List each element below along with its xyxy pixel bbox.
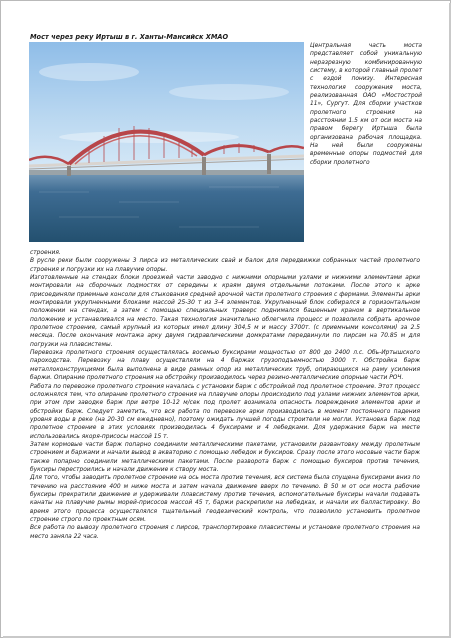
paragraph: Вся работа по вывозу пролетного строения с пирсов, транспортировке плавсистемы и установке пролетного строения на место заняла 22 часа.	[30, 525, 420, 540]
bridge-photo	[29, 42, 304, 242]
paragraph: Работа по перевозке пролетного строения началась с установки барж с обстройкой под пролетное строение. Этот процесс осложнялся тем, что опирание пролетного строения на плавучие опоры происходило под узлами нижних элементов арки, при этом при заводке барж при ветре 10-12 м/сек под пролет возникала опасность повреждения элементов арки и обстройки барж. Следует заметить, что вся работа по перевозке арки производилась в момент постоянного падения уровня воды в реке (на 20-30 см ежедневно), поэтому ожидать лучшей погоды строители не могли. Установка барж под пролетное строение в этих условиях производилась 4 буксирами и 4 лебедками. Для удержания барж на месте использовались якоря-присосы массой 15 т.	[30, 383, 420, 440]
paragraph: Перевозка пролетного строения осуществлялась восемью буксирами мощностью от 800 до 2400 л.с. Обь-Иртышского пароходства. Перевозку на плаву осуществляли на 4 баржах грузоподъемностью 3000 т. Обстройка барж металлоконструкциями была выполнена в виде рамных опор из металлических труб, опирающихся на раму усиления баржи. Опирание пролетного строения на обстройку производилось через резино-металлические опорные части РОЧ.	[30, 350, 420, 382]
body-text	[30, 249, 420, 541]
paragraph: Затем кормовые части барж попарно соединили металлическими пакетами, установили развантовку между пролетным строением и баржами и начали вывод в акваторию с помощью лебедок и буксиров. Сразу после этого носовые части барж также попарно соединили металлическими пакетами. После разворота барж с помощью буксиров против течения, буксиры перестроились и начали движение к створу моста.	[30, 441, 420, 473]
paragraph: Для того, чтобы заводить пролетное строение на ось моста против течения, вся система была спущена буксирами вниз по течению на расстояние 400 м ниже моста и затем начала движение вверх по течению. В 50 м от оси моста рабочие буксиры прекратили движение и удерживали плавсистему против течения, вспомогательные буксиры начали подавать канаты на плавучие рымы морей-присосов массой 45 т, баржи раскрепили на лебедках, и начали их балластировку. Во время этого процесса осуществлялся тщательный геодезический контроль, что позволило установить пролетное строение строго по проектным осям.	[30, 475, 420, 523]
sky	[29, 42, 304, 174]
paragraph: строения.	[30, 250, 61, 256]
paragraph: Изготовленные на стендах блоки проезжей части заводно с нижними опорными узлами и нижними элементами арки монтировали на сборочных подмостях от середины к краям двумя отдельными потоками. После этого к арке присоединяли приемные консоли для стыкования средней арочной части пролетного строения с фермами. Элементы арки монтировали укрупненными блоками массой 25-30 т из 3-4 элементов. Укрупненный блок собирался в горизонтальном положении на стендах, а затем с помощью специальных траверс поднимался башенным краном в вертикальное положение и устанавливался на место. Такая технология значительно облегчила процесс и позволила собрать арочное пролетное строение, самый крупный из которых имел длину 304,5 м и массу 3700т. (с приемными консолями) за 2.5 месяца. После окончания монтажа арку двумя гидравлическими домкратами передвинули по пирсам на 70.85 м для погрузки на плавсистемы.	[30, 275, 420, 348]
bridge-illustration	[29, 42, 304, 242]
document-title: Мост через реку Иртыш в г. Ханты-Мансийск ХМАО	[30, 33, 229, 41]
side-paragraph: Центральная часть моста представляет собой уникальную неразрезную комбинированную систему, в которой главный пролет с ездой понизу. Интересная технология сооружения моста, реализованная ОАО «Мостострой 11», Сургут. Для сборки участков пролетного строения на расстоянии 1.5 км от оси моста на правом берегу Иртыша была организована рабочая площадка. На ней были сооружены временные опоры подмостей для сборки пролетного	[310, 43, 422, 166]
river-water	[29, 175, 304, 242]
paragraph: В русле реки были сооружены 3 пирса из металлических свай и балок для передвижки собранных частей пролетного строения и погрузки их на плавучие опоры.	[30, 258, 420, 273]
